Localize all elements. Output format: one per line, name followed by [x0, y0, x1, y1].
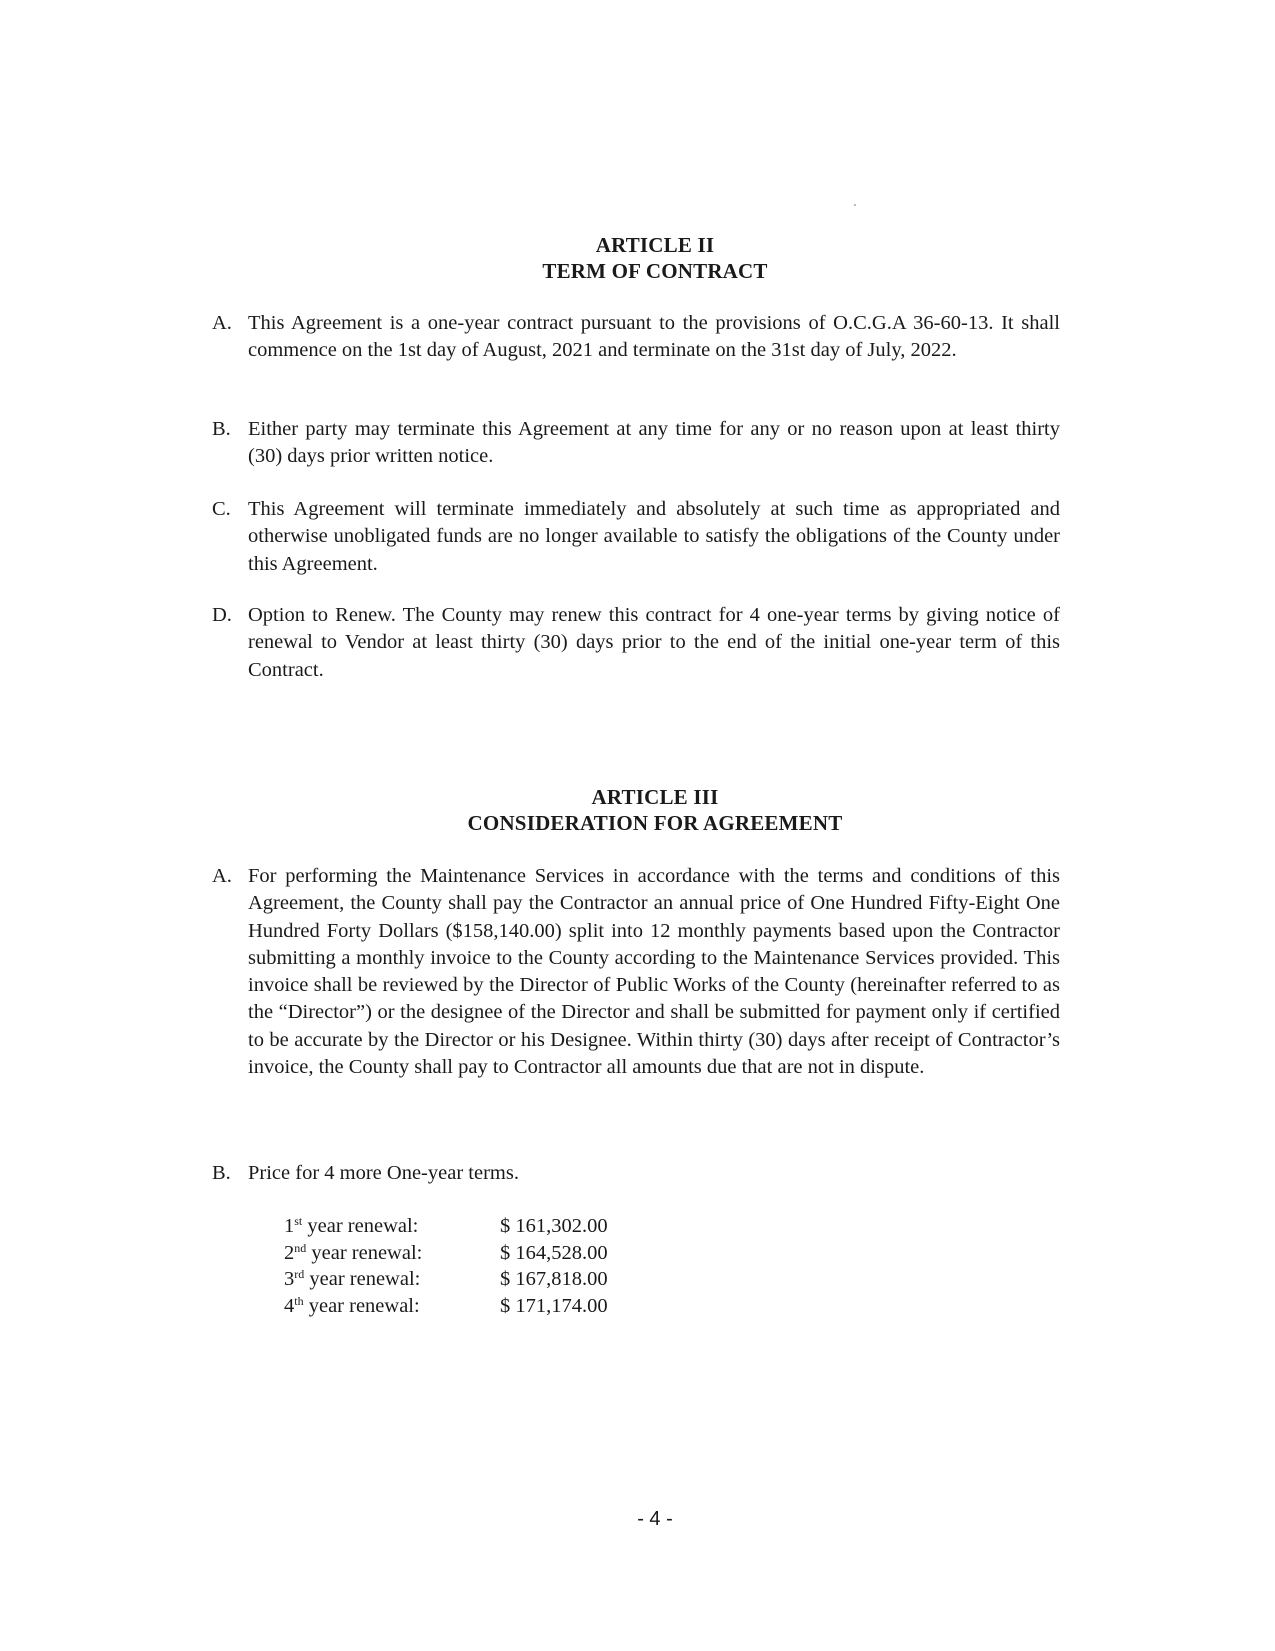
ordinal-suffix: rd [294, 1267, 305, 1281]
article-3-item-a [212, 863, 1060, 1081]
ordinal: 3 [284, 1268, 295, 1290]
renewal-price-table [284, 1213, 608, 1319]
article-2-item-b [212, 416, 1060, 471]
page-number: - 4 - [637, 1508, 673, 1530]
label-text: year renewal: [303, 1294, 420, 1317]
renewal-label [284, 1213, 500, 1240]
renewal-row [284, 1266, 608, 1293]
article-2-title: ARTICLE II [595, 233, 715, 257]
renewal-label [284, 1293, 500, 1320]
label-text: year renewal: [306, 1241, 423, 1264]
article-2-item-a [212, 310, 1060, 365]
renewal-row [284, 1213, 608, 1240]
item-marker: A. [212, 865, 232, 887]
ordinal-suffix: nd [294, 1240, 307, 1255]
article-2-subtitle: TERM OF CONTRACT [542, 259, 768, 283]
renewal-amount: $ 161,302.00 [500, 1215, 608, 1237]
article-3-item-b [212, 1160, 1060, 1187]
renewal-amount: $ 167,818.00 [500, 1268, 608, 1290]
article-3-heading [0, 784, 1275, 836]
item-marker: B. [212, 1162, 231, 1184]
item-text: Price for 4 more One-year terms. [248, 1162, 519, 1184]
item-text: Option to Renew. The County may renew this contract for 4 one-year terms by giving notice of renewal to Vendor at least thirty (30) days prior to the end of the initial one-year term of this Contract. [248, 604, 1060, 681]
item-text: For performing the Maintenance Services in accordance with the terms and conditions of this Agreement, the County shall pay the Contractor an annual price of One Hundred Fifty-Eight One Hundred Forty Dollars ($158,140.00) split into 12 monthly payments based upon the Contractor submitting a monthly invoice to the County according to the Maintenance Services provided. This invoice shall be reviewed by the Director of Public Works of the County (hereinafter referred to as the “Director”) or the designee of the Director and shall be submitted for payment only if certified to be accurate by the Director or his Designee. Within thirty (30) days after receipt of Contractor’s invoice, the County shall pay to Contractor all amounts due that are not in dispute. [248, 865, 1060, 1079]
item-marker: C. [212, 498, 231, 520]
article-3-subtitle: CONSIDERATION FOR AGREEMENT [467, 811, 843, 835]
article-3-title: ARTICLE III [591, 785, 719, 809]
item-text: This Agreement is a one-year contract pursuant to the provisions of O.C.G.A 36-60-13. It shall commence on the 1st day of August, 2021 and terminate on the 31st day of July, 2022. [248, 312, 1060, 362]
scan-artifact [854, 204, 856, 206]
renewal-label [284, 1266, 500, 1293]
ordinal: 2 [284, 1241, 295, 1264]
ordinal: 1 [284, 1215, 295, 1237]
label-text: year renewal: [304, 1268, 421, 1290]
item-marker: A. [212, 312, 232, 334]
ordinal-suffix: th [294, 1293, 304, 1308]
ordinal-suffix: st [294, 1214, 303, 1228]
renewal-label [284, 1240, 500, 1267]
item-text: This Agreement will terminate immediately and absolutely at such time as appropriated and otherwise unobligated funds are no longer available to satisfy the obligations of the County under this Agreement. [248, 498, 1060, 575]
renewal-row [284, 1240, 608, 1267]
ordinal: 4 [284, 1294, 295, 1317]
renewal-row [284, 1293, 608, 1320]
renewal-amount: $ 164,528.00 [500, 1241, 608, 1264]
article-2-item-c [212, 496, 1060, 578]
renewal-amount: $ 171,174.00 [500, 1294, 608, 1317]
label-text: year renewal: [302, 1215, 419, 1237]
article-2-item-d [212, 602, 1060, 684]
item-marker: D. [212, 604, 232, 626]
item-marker: B. [212, 418, 231, 440]
article-2-heading [0, 232, 1275, 284]
item-text: Either party may terminate this Agreement at any time for any or no reason upon at least thirty (30) days prior written notice. [248, 418, 1060, 468]
